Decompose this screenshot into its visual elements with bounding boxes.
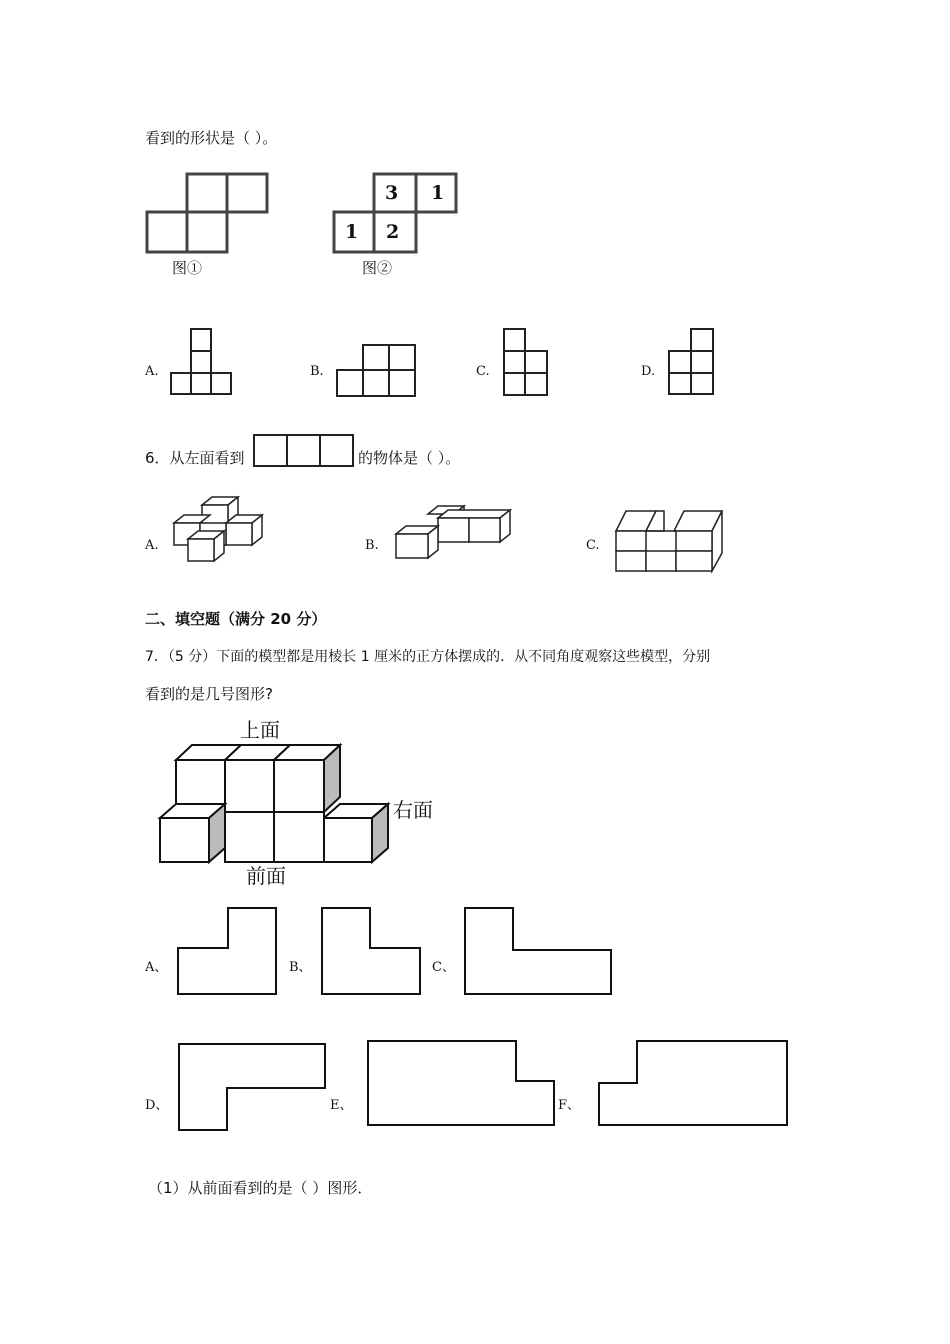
q7-option-a-label: A、	[145, 960, 168, 975]
q7-label-right: 右面	[393, 798, 433, 822]
q7-option-d-figure	[177, 1042, 329, 1134]
q5-option-d-label: D.	[641, 364, 656, 379]
q6-stem-before: 6．从左面看到	[145, 449, 245, 467]
q5-figure-1	[145, 170, 275, 260]
q5-option-a-figure	[170, 327, 240, 397]
fig2-number-2: 2	[386, 221, 400, 243]
q5-option-b-label: B.	[310, 364, 324, 379]
q6-option-b-label: B.	[365, 538, 379, 553]
q5-option-a-label: A.	[145, 364, 159, 379]
q7-label-front: 前面	[246, 864, 286, 888]
q5-option-c-label: C.	[476, 364, 490, 379]
q6-option-c-figure	[612, 505, 732, 581]
q5-option-c-figure	[503, 327, 563, 399]
q5-figure-1-caption: 图①	[172, 259, 203, 277]
q7-option-b-figure	[320, 906, 425, 998]
q6-option-a-figure	[170, 495, 270, 571]
fig2-number-1-bottom: 1	[345, 221, 359, 243]
q7-option-d-label: D、	[145, 1098, 169, 1113]
fig2-number-1-top: 1	[431, 182, 445, 204]
q7-option-c-label: C、	[432, 960, 455, 975]
q7-option-e-figure	[366, 1039, 558, 1129]
q7-option-b-label: B、	[289, 960, 312, 975]
q7-option-a-figure	[176, 906, 281, 998]
q5-option-b-figure	[336, 343, 421, 403]
q7-stem-line-2: 看到的是几号图形?	[145, 685, 273, 703]
q5-stem-tail: 看到的形状是（ ）。	[145, 129, 278, 147]
q5-option-d-figure	[668, 327, 728, 399]
q7-label-top: 上面	[240, 718, 280, 742]
q6-option-b-figure	[392, 500, 522, 576]
q6-stem-after: 的物体是（ ）。	[358, 449, 461, 467]
q7-cube-model	[158, 742, 398, 867]
q7-stem-line-1: 7．（5 分）下面的模型都是用棱长 1 厘米的正方体摆成的．从不同角度观察这些模型，分别	[145, 649, 711, 665]
q7-option-e-label: E、	[330, 1098, 353, 1113]
q5-figure-2-caption: 图②	[362, 259, 393, 277]
q7-sub-question-1: （1）从前面看到的是（ ）图形．	[148, 1179, 373, 1197]
q6-option-c-label: C.	[586, 538, 600, 553]
q6-option-a-label: A.	[145, 538, 159, 553]
q7-option-f-figure	[597, 1039, 791, 1129]
q6-left-view-figure	[253, 433, 357, 469]
q7-option-f-label: F、	[558, 1098, 581, 1113]
q7-option-c-figure	[463, 906, 615, 998]
section-2-heading: 二、填空题（满分 20 分）	[145, 610, 327, 628]
fig2-number-3: 3	[385, 182, 399, 204]
